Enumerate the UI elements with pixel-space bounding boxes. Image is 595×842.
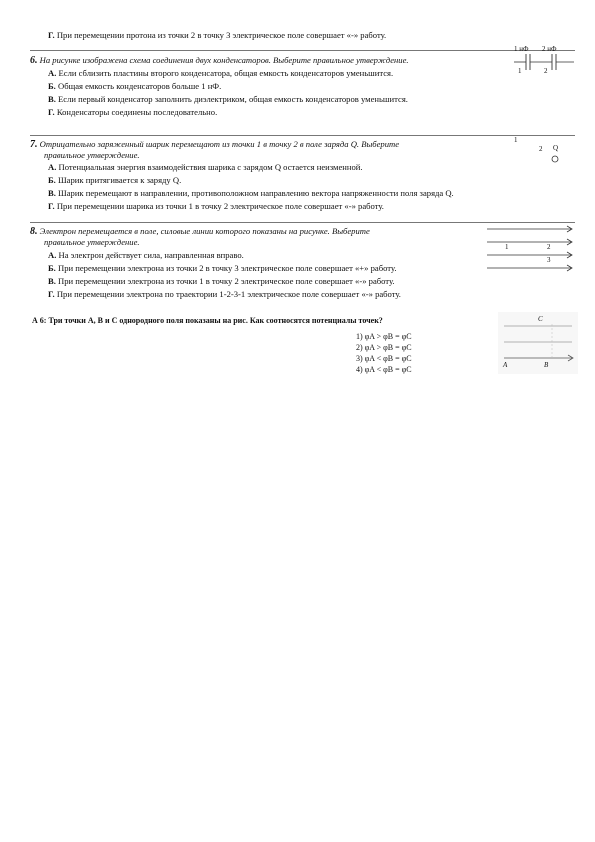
option-text: Шарик притягивается к заряду Q.	[58, 175, 182, 185]
option-letter: А.	[48, 250, 57, 260]
option-d	[48, 107, 217, 118]
option-a	[48, 250, 244, 261]
option-text: Общая емкость конденсаторов больше 1 нФ.	[58, 81, 222, 91]
option-c	[48, 276, 395, 287]
charge-field-figure	[512, 136, 562, 164]
uniform-field-figure	[498, 312, 578, 374]
option-text: На электрон действует сила, направленная вправо.	[58, 250, 244, 260]
option-text: Конденсаторы соединены последовательно.	[56, 107, 218, 117]
option-letter: В.	[48, 188, 56, 198]
option-letter: Б.	[48, 81, 56, 91]
option-text: При перемещении электрона из точки 1 в точку 2 электрическое поле совершает «-» работу.	[58, 276, 395, 286]
option-c	[48, 188, 454, 199]
point-a-label: A	[503, 361, 508, 369]
option-letter: Г.	[48, 289, 55, 299]
option-a	[48, 68, 393, 79]
question-8-prompt	[30, 226, 370, 237]
option-d	[48, 289, 401, 300]
option-letter: Г.	[48, 107, 55, 117]
option-a	[48, 162, 363, 173]
option-letter: В.	[48, 276, 56, 286]
field-lines-figure	[485, 222, 575, 272]
point-b-label: B	[544, 361, 549, 369]
option-text: При перемещении протона из точки 2 в точку 3 электрическое поле совершает «-» работу.	[56, 30, 387, 40]
option-text: Если первый конденсатор заполнить диэлектриком, общая емкость конденсаторов уменьшится.	[58, 94, 408, 104]
option-letter: В.	[48, 94, 56, 104]
option-letter: Б.	[48, 175, 56, 185]
option-b	[48, 81, 221, 92]
point-2-label: 2	[544, 67, 548, 75]
question-text: Электрон перемещается в поле, силовые линии которого показаны на рисунке. Выберите	[39, 226, 370, 236]
option-text: Шарик перемещают в направлении, противоположном направлению вектора напряженности поля заряда Q.	[58, 188, 454, 198]
option-b	[48, 175, 181, 186]
option-text: При перемещении шарика из точки 1 в точку 2 электрическое поле совершает «-» работу.	[56, 201, 384, 211]
capacitor-2-label: 2 нФ	[542, 45, 557, 53]
option-letter: А.	[48, 68, 57, 78]
point-2-label: 2	[539, 145, 543, 153]
answer-4: 4) φA < φB = φC	[356, 365, 412, 374]
option-d	[48, 201, 384, 212]
option-text: При перемещении электрона по траектории 1-2-3-1 электрическое поле совершает «-» работу.	[56, 289, 401, 299]
answer-3: 3) φA < φB = φC	[356, 354, 412, 363]
question-text-continued: правильное утверждение.	[44, 237, 140, 247]
option-letter: Б.	[48, 263, 56, 273]
point-3-label: 3	[547, 256, 551, 264]
option-letter: Г.	[48, 201, 55, 211]
option-text: Потенциальная энергия взаимодействия шарика с зарядом Q остается неизменной.	[58, 162, 363, 172]
question-number: 7.	[30, 139, 38, 150]
option-text: При перемещении электрона из точки 2 в точку 3 электрическое поле совершает «+» работу.	[58, 263, 397, 273]
charge-label: Q	[553, 144, 559, 152]
capacitor-1-label: 1 нФ	[514, 45, 529, 53]
option-letter: А.	[48, 162, 57, 172]
option-letter: Г.	[48, 30, 55, 40]
capacitor-circuit-figure	[512, 44, 576, 76]
question-text: Отрицательно заряженный шарик перемещают из точки 1 в точку 2 в поле заряда Q. Выберите	[39, 139, 400, 149]
question-text-continued: правильное утверждение.	[44, 150, 140, 160]
point-c-label: C	[538, 315, 543, 323]
task-a6-title: А 6: Три точки А, В и С однородного поля показаны на рис. Как соотносятся потенциалы точек?	[32, 316, 383, 325]
option-line	[48, 30, 386, 41]
option-c	[48, 94, 408, 105]
answer-2: 2) φA > φB = φC	[356, 343, 412, 352]
question-number: 8.	[30, 226, 38, 237]
option-b	[48, 263, 396, 274]
point-2-label: 2	[547, 243, 551, 251]
answer-1: 1) φA > φB = φC	[356, 332, 412, 341]
question-6-prompt	[30, 55, 409, 66]
question-text: На рисунке изображена схема соединения двух конденсаторов. Выберите правильное утверждение.	[39, 55, 409, 65]
question-7-prompt	[30, 139, 399, 150]
option-text: Если сблизить пластины второго конденсатора, общая емкость конденсаторов уменьшится.	[58, 68, 394, 78]
divider	[30, 135, 575, 136]
point-1-label: 1	[514, 136, 518, 144]
divider	[30, 50, 575, 51]
point-1-label: 1	[505, 243, 509, 251]
point-1-label: 1	[518, 67, 522, 75]
question-number: 6.	[30, 55, 38, 66]
